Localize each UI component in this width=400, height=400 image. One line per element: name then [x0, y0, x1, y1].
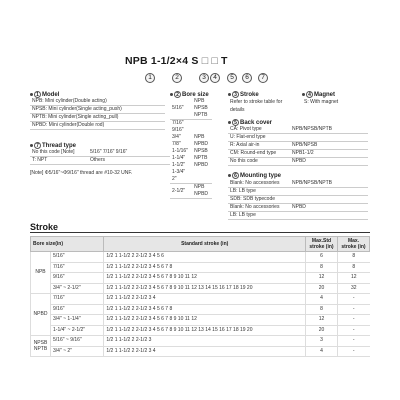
group-model: NPB [31, 252, 51, 294]
bore-models: NPB NPSB NPTB [192, 98, 212, 120]
back-cover-table [228, 126, 368, 166]
code-box-1: □ [201, 55, 209, 67]
bore-models: NPB NPBD [192, 184, 212, 199]
row-bore: 9/16" [51, 304, 104, 315]
stroke-code-section-title: 3 Stroke [228, 91, 259, 98]
bore-table [170, 98, 212, 199]
code-sep: × [175, 55, 183, 67]
stroke-table [30, 236, 370, 357]
mounting-cell: LB: LB type [228, 188, 290, 196]
group-model: NPSB NPTB [31, 336, 51, 357]
back-cover-cell: CA: Pivot type [228, 126, 290, 134]
thread-section-title: 7 Thread type [30, 142, 76, 149]
header-max-stroke: Max. stroke (in) [338, 237, 370, 252]
mounting-cell: SDB: SDB typecode [228, 196, 290, 204]
back-cover-cell: NPBD [290, 158, 368, 166]
thread-cell: No this code [Note] [30, 149, 88, 157]
row-bore: 3/4" ~ 1-1/4" [51, 315, 104, 326]
row-max-std: 6 [306, 252, 338, 263]
magnet-text: S: With magnet [304, 99, 339, 105]
mounting-cell: NPB/NPSB/NPTB [290, 180, 368, 188]
group-model: NPBD [31, 294, 51, 336]
row-strokes: 1/2 1 1-1/2 2 2-1/2 3 4 5 6 [104, 252, 306, 263]
model-row: NPTB: Mini cylinder(Single acting_pull) [30, 114, 165, 122]
bore-size: 7/16" 9/16" 3/4" 7/8" 1-1/16" 1-1/4" 1-1/2" 1-3/4" 2" [170, 120, 192, 184]
mounting-cell [290, 188, 368, 196]
back-cover-section-title: 5 Back cover [228, 119, 272, 126]
marker-7: 7 [258, 73, 268, 83]
row-max: - [338, 325, 370, 336]
mounting-cell [290, 196, 368, 204]
code-thread: T [221, 55, 228, 67]
marker-6: 6 [242, 73, 252, 83]
marker-2: 2 [172, 73, 182, 83]
header-standard-stroke: Standard stroke (in) [104, 237, 306, 252]
row-max: - [338, 315, 370, 326]
code-series: NPB [125, 55, 148, 67]
row-max: - [338, 304, 370, 315]
row-max: - [338, 346, 370, 357]
code-box-2: □ [211, 55, 218, 67]
row-max: 32 [338, 283, 370, 294]
row-max-std: 12 [306, 273, 338, 284]
thread-note: [Note] Φ5/16"~Φ9/16" thread are #10-32 UNF. [30, 170, 133, 176]
row-bore: 3/4" ~ 2" [51, 346, 104, 357]
row-max-std: 8 [306, 262, 338, 273]
table-row [31, 252, 370, 263]
marker-3: 3 [199, 73, 209, 83]
row-max-std: 20 [306, 283, 338, 294]
stroke-divider [30, 232, 370, 233]
row-strokes: 1/2 1 1-1/2 2 2-1/2 3 4 [104, 294, 306, 305]
mounting-section-title: 6 Mounting type [228, 172, 281, 179]
row-max-std: 12 [306, 315, 338, 326]
code-bore: 1-1/2 [150, 55, 176, 67]
row-strokes: 1/2 1 1-1/2 2 2-1/2 3 4 5 6 7 8 9 10 11 12 [104, 273, 306, 284]
table-row [31, 315, 370, 326]
back-cover-cell: NPB/NPSB/NPTB [290, 126, 368, 134]
table-row [31, 262, 370, 273]
code-magnet: S [191, 55, 199, 67]
row-strokes: 1/2 1 1-1/2 2 2-1/2 3 4 5 6 7 8 [104, 262, 306, 273]
model-row: NPB: Mini cylinder(Double acting) [30, 98, 165, 106]
thread-table [30, 149, 170, 165]
back-cover-cell: No this code [228, 158, 290, 166]
back-cover-cell: CM: Round-end type [228, 150, 290, 158]
thread-cell: 5/16" 7/16" 9/16" [88, 149, 170, 157]
model-row: NPSB: Mini cylinder(Single acting_push) [30, 106, 165, 114]
row-max: 12 [338, 273, 370, 284]
row-max-std: 3 [306, 336, 338, 347]
row-max-std: 4 [306, 346, 338, 357]
mounting-cell: LB: LB type [228, 212, 290, 220]
back-cover-cell: NPB1-1/2 [290, 150, 368, 158]
mounting-cell: Blank: No accessories [228, 180, 290, 188]
marker-4: 4 [210, 73, 220, 83]
row-max-std: 8 [306, 304, 338, 315]
stroke-section-title: Stroke [30, 222, 59, 232]
row-bore: 1-1/4" ~ 2-1/2" [51, 325, 104, 336]
row-strokes: 1/2 1 1-1/2 2 2-1/2 3 [104, 336, 306, 347]
table-row [31, 273, 370, 284]
row-max-std: 20 [306, 325, 338, 336]
bore-size: 2-1/2" [170, 184, 192, 199]
mounting-table [228, 180, 368, 220]
marker-5: 5 [227, 73, 237, 83]
header-max-std-stroke: Max.Std stroke (in) [306, 237, 338, 252]
row-max: 8 [338, 262, 370, 273]
table-row [31, 336, 370, 347]
code-stroke: 4 [182, 55, 189, 67]
row-max: 8 [338, 252, 370, 263]
code-markers [0, 73, 400, 85]
row-max-std: 4 [306, 294, 338, 305]
header-bore-size: Bore size(in) [31, 237, 104, 252]
back-cover-cell: U: Flat-end type [228, 134, 290, 142]
marker-1: 1 [145, 73, 155, 83]
row-strokes: 1/2 1 1-1/2 2 2-1/2 3 4 5 6 7 8 9 10 11 12 [104, 315, 306, 326]
table-row [31, 325, 370, 336]
table-row [31, 283, 370, 294]
mounting-cell [290, 212, 368, 220]
back-cover-cell [290, 134, 368, 142]
row-max: - [338, 336, 370, 347]
model-section-title: 1 Model [30, 91, 59, 98]
row-bore: 5/16" [51, 252, 104, 263]
model-row: NPBD: Mini cylinder(Double rod) [30, 122, 165, 130]
row-strokes: 1/2 1 1-1/2 2 2-1/2 3 4 [104, 346, 306, 357]
row-bore: 9/16" [51, 273, 104, 284]
thread-cell: Others [88, 157, 170, 165]
thread-cell: T: NPT [30, 157, 88, 165]
bore-models: NPB NPBD NPSB NPTB NPBD [192, 120, 212, 184]
row-strokes: 1/2 1 1-1/2 2 2-1/2 3 4 5 6 7 8 [104, 304, 306, 315]
table-row [31, 304, 370, 315]
row-bore: 5/16" ~ 9/16" [51, 336, 104, 347]
stroke-code-text: Refer to stroke table for details [230, 99, 283, 113]
model-table [30, 98, 165, 130]
bore-size: 5/16" [170, 98, 192, 120]
row-strokes: 1/2 1 1-1/2 2 2-1/2 3 4 5 6 7 8 9 10 11 12 13 14 15 16 17 18 19 20 [104, 325, 306, 336]
row-bore: 7/16" [51, 294, 104, 305]
row-bore: 7/16" [51, 262, 104, 273]
model-code [125, 55, 228, 67]
row-max: - [338, 294, 370, 305]
table-row [31, 294, 370, 305]
mounting-cell: Blank: No accessories [228, 204, 290, 212]
mounting-cell: NPBD [290, 204, 368, 212]
bore-section-title: 2 Bore size [170, 91, 209, 98]
magnet-section-title: 4 Magnet [302, 91, 335, 98]
table-row [31, 346, 370, 357]
back-cover-cell: R: Axial air-in [228, 142, 290, 150]
row-strokes: 1/2 1 1-1/2 2 2-1/2 3 4 5 6 7 8 9 10 11 12 13 14 15 16 17 18 19 20 [104, 283, 306, 294]
row-bore: 3/4" ~ 2-1/2" [51, 283, 104, 294]
back-cover-cell: NPB/NPSB [290, 142, 368, 150]
